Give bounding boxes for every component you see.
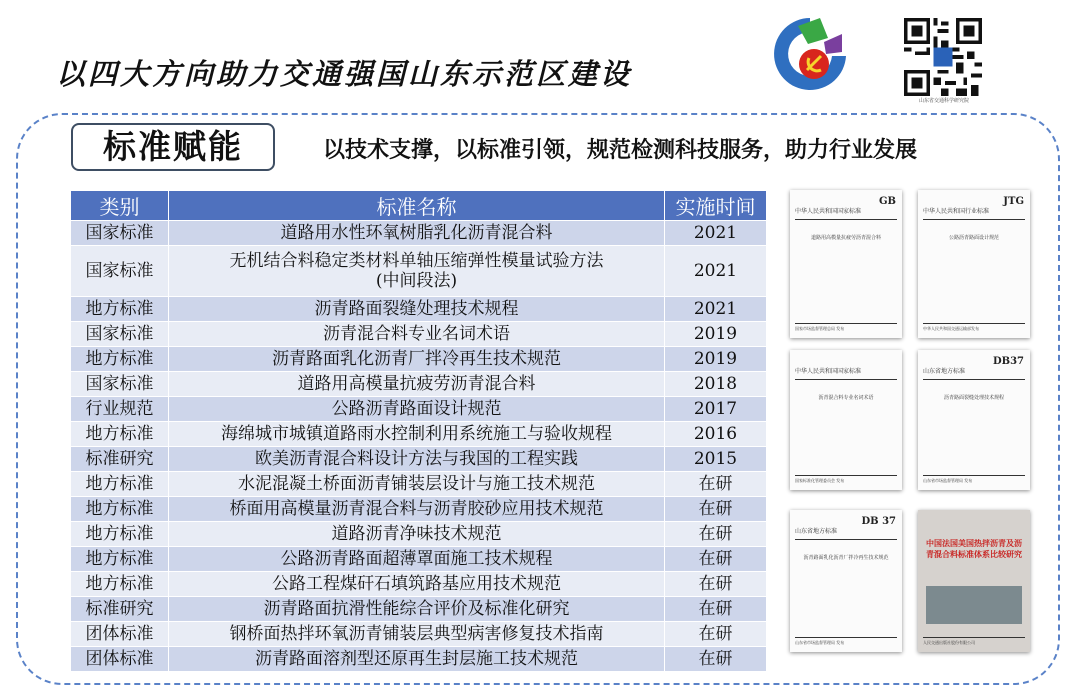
cell-category: 标准研究 bbox=[71, 447, 169, 472]
cell-name: 道路用水性环氧树脂乳化沥青混合料 bbox=[169, 221, 665, 246]
cell-category: 地方标准 bbox=[71, 347, 169, 372]
cell-time: 2018 bbox=[665, 372, 767, 397]
qr-caption: 山东省交通科学研究院 bbox=[918, 98, 969, 104]
cell-time: 在研 bbox=[665, 572, 767, 597]
cover-rule bbox=[795, 379, 897, 380]
cover-national-standard bbox=[790, 350, 902, 490]
cover-rule bbox=[923, 219, 1025, 220]
cell-name: 公路工程煤矸石填筑路基应用技术规范 bbox=[169, 572, 665, 597]
cover-mark: GB bbox=[879, 196, 896, 207]
cover-org: 中华人民共和国行业标准 bbox=[923, 208, 990, 215]
cell-category: 国家标准 bbox=[71, 372, 169, 397]
cover-photo bbox=[926, 586, 1022, 624]
cell-time: 2021 bbox=[665, 221, 767, 246]
section-badge: 标准赋能 bbox=[71, 123, 275, 171]
table-row bbox=[71, 597, 767, 622]
cover-db37-standard bbox=[918, 350, 1030, 490]
cover-footer: 人民交通出版社股份有限公司 bbox=[923, 637, 1025, 646]
cell-category: 国家标准 bbox=[71, 221, 169, 246]
cover-rule bbox=[923, 379, 1025, 380]
cover-title: 沥青路面裂缝处理技术规程 bbox=[943, 395, 1004, 401]
table-row bbox=[71, 422, 767, 447]
cover-mark: JTG bbox=[1003, 196, 1024, 207]
table-header-row bbox=[71, 191, 767, 221]
cell-name bbox=[169, 246, 665, 297]
cell-category: 国家标准 bbox=[71, 322, 169, 347]
cover-footer: 国家标准化管理委员会 发布 bbox=[795, 475, 897, 484]
cell-category: 国家标准 bbox=[71, 246, 169, 297]
cover-org: 山东省地方标准 bbox=[923, 368, 966, 375]
table-row bbox=[71, 372, 767, 397]
cover-footer: 山东省市场监督管理局 发布 bbox=[795, 637, 897, 646]
cover-org: 中华人民共和国国家标准 bbox=[795, 208, 862, 215]
cell-name: 海绵城市城镇道路雨水控制利用系统施工与验收规程 bbox=[169, 422, 665, 447]
cell-name: 沥青路面乳化沥青厂拌冷再生技术规范 bbox=[169, 347, 665, 372]
cell-time: 2021 bbox=[665, 246, 767, 297]
table-row bbox=[71, 397, 767, 422]
cell-name-line2: (中间段法) bbox=[375, 271, 458, 291]
table-row bbox=[71, 347, 767, 372]
cell-category: 地方标准 bbox=[71, 522, 169, 547]
table-row bbox=[71, 322, 767, 347]
cell-category: 地方标准 bbox=[71, 572, 169, 597]
cell-name: 钢桥面热拌环氧沥青铺装层典型病害修复技术指南 bbox=[169, 622, 665, 647]
table-row bbox=[71, 297, 767, 322]
cell-name: 道路用高模量抗疲劳沥青混合料 bbox=[169, 372, 665, 397]
cell-time: 2017 bbox=[665, 397, 767, 422]
header-category: 类别 bbox=[71, 191, 169, 221]
cover-title: 公路沥青路面设计规范 bbox=[948, 235, 999, 241]
cell-time: 2015 bbox=[665, 447, 767, 472]
cover-org: 中华人民共和国国家标准 bbox=[795, 368, 862, 375]
cell-category: 标准研究 bbox=[71, 597, 169, 622]
cell-name: 桥面用高模量沥青混合料与沥青胶砂应用技术规范 bbox=[169, 497, 665, 522]
cell-time: 2016 bbox=[665, 422, 767, 447]
cover-footer: 山东省市场监督管理局 发布 bbox=[923, 475, 1025, 484]
cell-time: 在研 bbox=[665, 622, 767, 647]
cell-time: 2019 bbox=[665, 322, 767, 347]
table-row bbox=[71, 447, 767, 472]
table-row bbox=[71, 522, 767, 547]
cell-category: 团体标准 bbox=[71, 647, 169, 672]
cell-category: 地方标准 bbox=[71, 422, 169, 447]
cover-title: 中国法国美国热拌沥青及沥青混合料标准体系比较研究 bbox=[926, 538, 1022, 559]
header-time: 实施时间 bbox=[665, 191, 767, 221]
cover-rule bbox=[795, 539, 897, 540]
cell-name: 沥青路面裂缝处理技术规程 bbox=[169, 297, 665, 322]
cover-title: 沥青混合料专业名词术语 bbox=[818, 395, 874, 401]
table-row bbox=[71, 246, 767, 297]
cell-category: 地方标准 bbox=[71, 297, 169, 322]
cell-category: 地方标准 bbox=[71, 497, 169, 522]
table-row bbox=[71, 622, 767, 647]
table-row bbox=[71, 572, 767, 597]
cell-name: 沥青混合料专业名词术语 bbox=[169, 322, 665, 347]
cell-time: 在研 bbox=[665, 547, 767, 572]
cover-footer: 中华人民共和国交通运输部发布 bbox=[923, 323, 1025, 332]
table-row bbox=[71, 472, 767, 497]
cover-title: 道路用高模量抗疲劳沥青混合料 bbox=[810, 235, 881, 241]
page-headline: 以四大方向助力交通强国山东示范区建设 bbox=[56, 57, 633, 91]
cell-category: 团体标准 bbox=[71, 622, 169, 647]
header-name: 标准名称 bbox=[169, 191, 665, 221]
section-subtitle: 以技术支撑，以标准引领，规范检测科技服务，助力行业发展 bbox=[323, 138, 918, 163]
cover-gb-standard bbox=[790, 190, 902, 338]
cell-time: 2021 bbox=[665, 297, 767, 322]
cell-name: 道路沥青净味技术规范 bbox=[169, 522, 665, 547]
cell-name: 欧美沥青混合料设计方法与我国的工程实践 bbox=[169, 447, 665, 472]
cell-name: 沥青路面抗滑性能综合评价及标准化研究 bbox=[169, 597, 665, 622]
cover-research-book bbox=[918, 510, 1030, 652]
cell-time: 在研 bbox=[665, 472, 767, 497]
qr-code bbox=[904, 18, 982, 96]
cell-time: 2019 bbox=[665, 347, 767, 372]
cover-title: 沥青路面乳化沥青厂拌冷再生技术规范 bbox=[803, 555, 889, 561]
cell-time: 在研 bbox=[665, 597, 767, 622]
cover-mark: DB 37 bbox=[861, 516, 896, 527]
table-row bbox=[71, 497, 767, 522]
cell-time: 在研 bbox=[665, 522, 767, 547]
table-row bbox=[71, 647, 767, 672]
cell-name: 公路沥青路面设计规范 bbox=[169, 397, 665, 422]
cover-mark: DB37 bbox=[992, 356, 1024, 367]
cell-category: 地方标准 bbox=[71, 472, 169, 497]
standards-table bbox=[70, 190, 767, 672]
cell-name: 公路沥青路面超薄罩面施工技术规程 bbox=[169, 547, 665, 572]
table-row bbox=[71, 221, 767, 246]
cell-name: 水泥混凝土桥面沥青铺装层设计与施工技术规范 bbox=[169, 472, 665, 497]
party-logo bbox=[768, 12, 852, 96]
cover-org: 山东省地方标准 bbox=[795, 528, 838, 535]
table-row bbox=[71, 547, 767, 572]
cell-category: 行业规范 bbox=[71, 397, 169, 422]
cover-db37-standard-2 bbox=[790, 510, 902, 652]
cell-time: 在研 bbox=[665, 497, 767, 522]
cover-rule bbox=[795, 219, 897, 220]
cell-category: 地方标准 bbox=[71, 547, 169, 572]
cover-footer: 国家市场监督管理总局 发布 bbox=[795, 323, 897, 332]
cell-time: 在研 bbox=[665, 647, 767, 672]
cell-name: 沥青路面溶剂型还原再生封层施工技术规范 bbox=[169, 647, 665, 672]
cell-name-line1: 无机结合料稳定类材料单轴压缩弹性模量试验方法 bbox=[229, 251, 604, 271]
cover-jtg-standard bbox=[918, 190, 1030, 338]
